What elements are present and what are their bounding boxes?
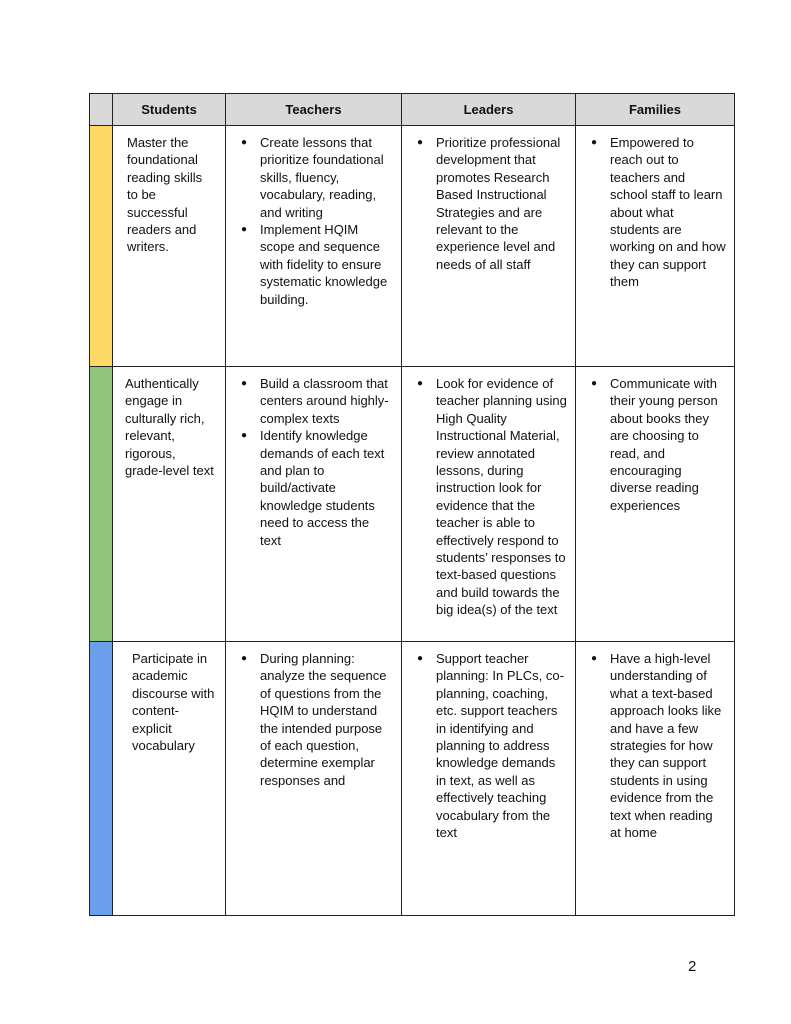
header-families: Families — [576, 94, 735, 126]
list-item: ● Communicate with their young person about books they are choosing to read, and encouraging diverse reading experiences — [576, 375, 726, 514]
row-color-swatch — [90, 367, 113, 642]
header-row — [90, 94, 735, 126]
students-cell: Participate in academic discourse with content-explicit vocabulary — [113, 642, 226, 916]
leaders-cell — [402, 367, 576, 642]
row-color-swatch — [90, 642, 113, 916]
students-cell: Master the foundational reading skills to be successful readers and writers. — [113, 126, 226, 367]
header-blank — [90, 94, 113, 126]
row-color-swatch — [90, 126, 113, 367]
teachers-cell — [226, 642, 402, 916]
list-item: ● Look for evidence of teacher planning using High Quality Instructional Material, review annotated lessons, during instruction look for evidence that the teacher is able to effectively respond to students’ responses to text-based questions and build towards the big idea(s) of the text — [402, 375, 567, 619]
leaders-cell — [402, 642, 576, 916]
list-item: ● During planning: analyze the sequence of questions from the HQIM to understand the intended purpose of each question, determine exemplar responses and — [226, 650, 393, 789]
list-item: ● Build a classroom that centers around highly-complex texts — [226, 375, 393, 427]
leaders-cell — [402, 126, 576, 367]
header-students: Students — [113, 94, 226, 126]
table-row — [90, 126, 735, 367]
table-row — [90, 642, 735, 916]
families-cell — [576, 126, 735, 367]
list-item: ● Implement HQIM scope and sequence with fidelity to ensure systematic knowledge building. — [226, 221, 393, 308]
teachers-cell — [226, 126, 402, 367]
header-leaders: Leaders — [402, 94, 576, 126]
students-cell: Authentically engage in culturally rich, relevant, rigorous, grade-level text — [113, 367, 226, 642]
list-item: ● Prioritize professional development that promotes Research Based Instructional Strategies and are relevant to the experience level and needs of all staff — [402, 134, 567, 273]
families-cell — [576, 642, 735, 916]
table-row — [90, 367, 735, 642]
families-cell — [576, 367, 735, 642]
list-item: ● Support teacher planning: In PLCs, co-planning, coaching, etc. support teachers in identifying and planning to address knowledge demands in text, as well as effectively teaching vocabulary from the text — [402, 650, 567, 841]
priorities-table — [89, 93, 735, 916]
page-number: 2 — [688, 958, 697, 975]
header-teachers: Teachers — [226, 94, 402, 126]
list-item: ● Empowered to reach out to teachers and school staff to learn about what students are working on and how they can support them — [576, 134, 726, 291]
teachers-cell — [226, 367, 402, 642]
list-item: ● Create lessons that prioritize foundational skills, fluency, vocabulary, reading, and writing — [226, 134, 393, 221]
list-item: ● Have a high-level understanding of what a text-based approach looks like and have a few strategies for how they can support students in using evidence from the text when reading at home — [576, 650, 726, 841]
list-item: ● Identify knowledge demands of each text and plan to build/activate knowledge students need to access the text — [226, 427, 393, 549]
